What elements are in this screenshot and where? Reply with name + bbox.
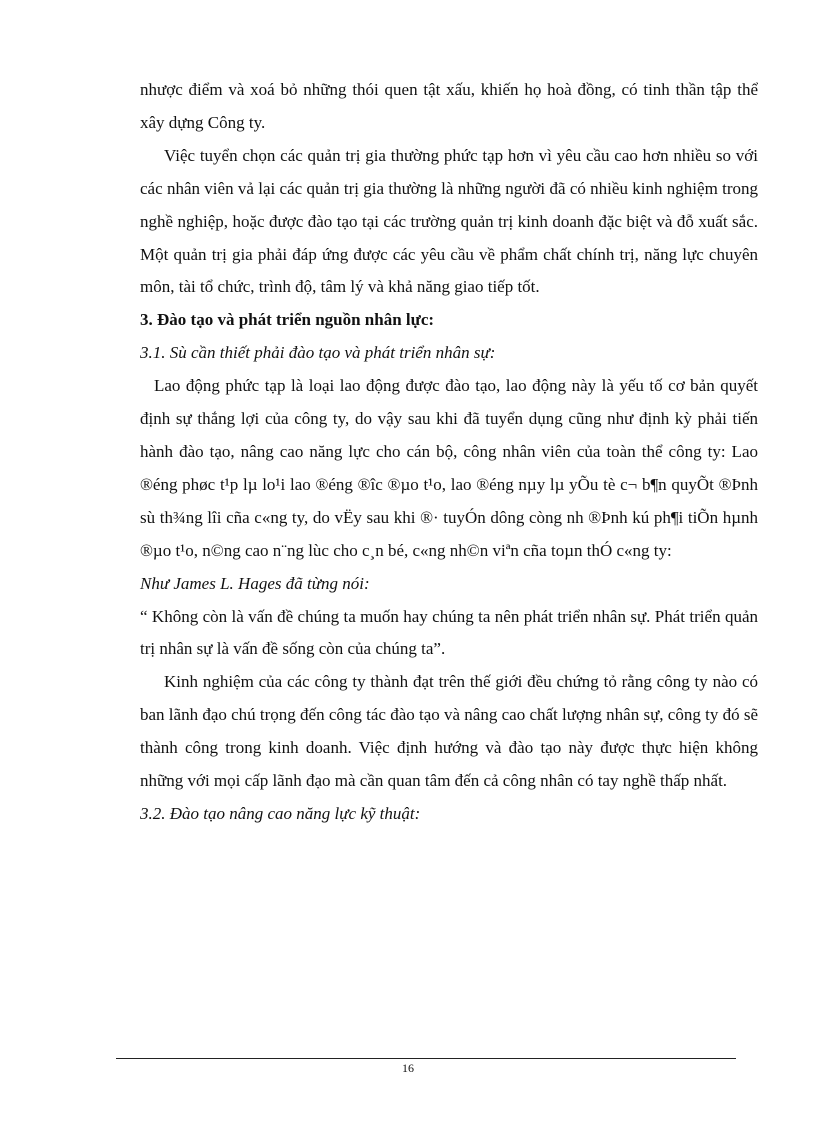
paragraph-1: nhược điểm và xoá bỏ những thói quen tật xấu, khiến họ hoà đồng, có tinh thần tập thể xây dựng Công ty. [140, 80, 758, 132]
paragraph-2: Việc tuyển chọn các quản trị gia thường phức tạp hơn vì yêu cầu cao hơn nhiều so với các nhân viên vả lại các quản trị gia thường là những người đã có nhiều kinh nghiệm trong nghề nghiệp, hoặc được đào tạo tại các trường quản trị kinh doanh đặc biệt và đỗ xuất sắc. Một quản trị gia phải đáp ứng được các yêu cầu về phẩm chất chính trị, năng lực chuyên môn, tài tổ chức, trình độ, tâm lý và khả năng giao tiếp tốt. [140, 145, 758, 297]
subsection-heading-3-2: 3.2. Đào tạo nâng cao năng lực kỹ thuật: [140, 803, 421, 823]
quote-attribution: Như James L. Hages đã từng nói: [140, 573, 370, 593]
section-heading-3: 3. Đào tạo và phát triển nguồn nhân lực: [140, 310, 435, 330]
footer-divider [116, 1058, 736, 1059]
page-number: 16 [402, 1061, 414, 1075]
subsection-heading-3-1: 3.1. Sù cần thiết phải đào tạo và phát triển nhân sự: [140, 343, 496, 363]
paragraph-3: Lao động phức tạp là loại lao động được đào tạo, lao động này là yếu tố cơ bản quyết định sự thắng lợi của công ty, do vậy sau khi đã tuyển dụng cũng như định kỳ phải tiến hành đào tạo, nâng cao năng lực cho cán bộ, công nhân viên của toàn thể công ty: Lao ®éng phøc t¹p lµ lo¹i lao ®éng ®îc ®µo t¹o, lao ®éng nµy lµ yÕu tè c¬ b¶n quyÕt ®Þnh sù th¾ng lîi cña c«ng ty, do vËy sau khi ®· tuyÓn dông còng nh ®Þnh kú ph¶i tiÕn hµnh ®µo t¹o, n©ng cao n¨ng lùc cho c¸n bé, c«ng nh©n viªn cña toµn thÓ c«ng ty: [140, 376, 758, 560]
body-text [140, 74, 758, 831]
quote-text: “ Không còn là vấn đề chúng ta muốn hay chúng ta nên phát triển nhân sự. Phát triển quản trị nhân sự là vấn đề sống còn của chúng ta”. [140, 606, 758, 659]
paragraph-4: Kinh nghiệm của các công ty thành đạt trên thế giới đều chứng tỏ rằng công ty nào có ban lãnh đạo chú trọng đến công tác đào tạo và nâng cao chất lượng nhân sự, công ty đó sẽ thành công trong kinh doanh. Việc định hướng và đào tạo này được thực hiện không những với mọi cấp lãnh đạo mà cần quan tâm đến cả công nhân có tay nghề thấp nhất. [140, 672, 758, 791]
